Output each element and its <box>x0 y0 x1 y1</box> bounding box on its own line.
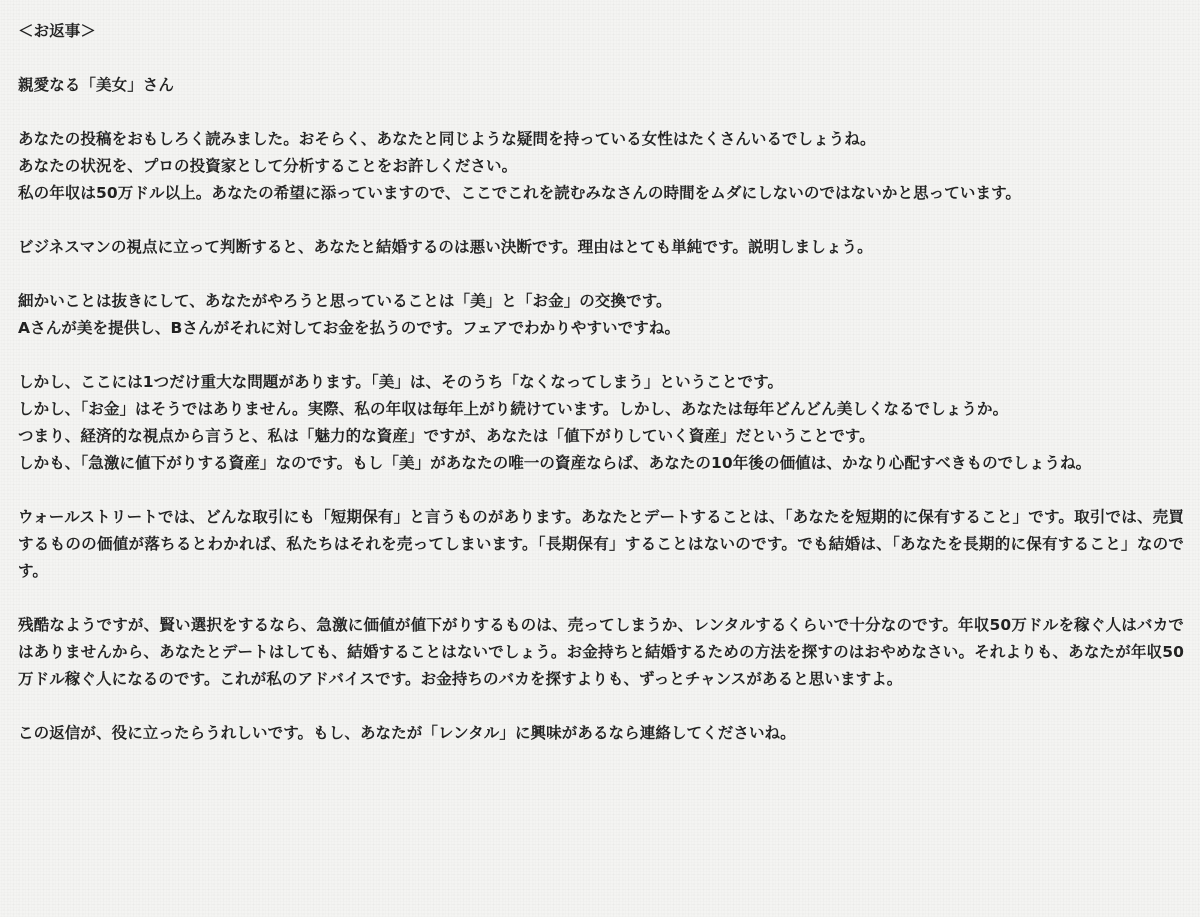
paragraph-4-line-1: しかし、ここには1つだけ重大な問題があります。「美」は、そのうち「なくなってしまう」ということです。 <box>18 373 784 391</box>
paragraph-1-line-2: あなたの状況を、プロの投資家として分析することをお許しください。 <box>18 157 518 175</box>
spacer <box>18 99 1184 126</box>
letter-heading: ＜お返事＞ <box>18 22 97 40</box>
spacer <box>18 207 1184 234</box>
paragraph-4-line-4: しかも、「急激に値下がりする資産」なのです。もし「美」があなたの唯一の資産ならば、あなたの10年後の価値は、かなり心配すべきものでしょうね。 <box>18 454 1092 472</box>
paragraph-3-line-1: 細かいことは抜きにして、あなたがやろうと思っていることは「美」と「お金」の交換です。 <box>18 292 672 310</box>
spacer <box>18 45 1184 72</box>
paragraph-4-line-2: しかし、「お金」はそうではありません。実際、私の年収は毎年上がり続けています。しかし、あなたは毎年どんどん美しくなるでしょうか。 <box>18 400 1009 418</box>
spacer <box>18 342 1184 369</box>
letter-document <box>18 18 1184 747</box>
paragraph-6: 残酷なようですが、賢い選択をするなら、急激に価値が値下がりするものは、売ってしまうか、レンタルするくらいで十分なのです。年収50万ドルを稼ぐ人はバカではありませんから、あなたとデートはしても、結婚することはないでしょう。お金持ちと結婚するための方法を探すのはおやめなさい。それよりも、あなたが年収50万ドル稼ぐ人になるのです。これが私のアドバイスです。お金持ちのバカを探すよりも、ずっとチャンスがあると思いますよ。 <box>18 616 1184 688</box>
paragraph-2-line-1: ビジネスマンの視点に立って判断すると、あなたと結婚するのは悪い決断です。理由はとても単純です。説明しましょう。 <box>18 238 873 256</box>
spacer <box>18 261 1184 288</box>
letter-salutation: 親愛なる「美女」さん <box>18 76 175 94</box>
paragraph-5: ウォールストリートでは、どんな取引にも「短期保有」と言うものがあります。あなたとデートすることは、「あなたを短期的に保有すること」です。取引では、売買するものの価値が落ちるとわかれば、私たちはそれを売ってしまいます。「長期保有」することはないのです。でも結婚は、「あなたを長期的に保有すること」なのです。 <box>18 508 1184 580</box>
spacer <box>18 585 1184 612</box>
spacer <box>18 693 1184 720</box>
paragraph-4-line-3: つまり、経済的な視点から言うと、私は「魅力的な資産」ですが、あなたは「値下がりしていく資産」だということです。 <box>18 427 875 445</box>
paragraph-7-line-1: この返信が、役に立ったらうれしいです。もし、あなたが「レンタル」に興味があるなら連絡してくださいね。 <box>18 724 796 742</box>
paragraph-3-line-2: Aさんが美を提供し、Bさんがそれに対してお金を払うのです。フェアでわかりやすいですね。 <box>18 319 681 337</box>
paragraph-1-line-3: 私の年収は50万ドル以上。あなたの希望に添っていますので、ここでこれを読むみなさんの時間をムダにしないのではないかと思っています。 <box>18 184 1022 202</box>
paragraph-1-line-1: あなたの投稿をおもしろく読みました。おそらく、あなたと同じような疑問を持っている女性はたくさんいるでしょうね。 <box>18 130 876 148</box>
spacer <box>18 477 1184 504</box>
